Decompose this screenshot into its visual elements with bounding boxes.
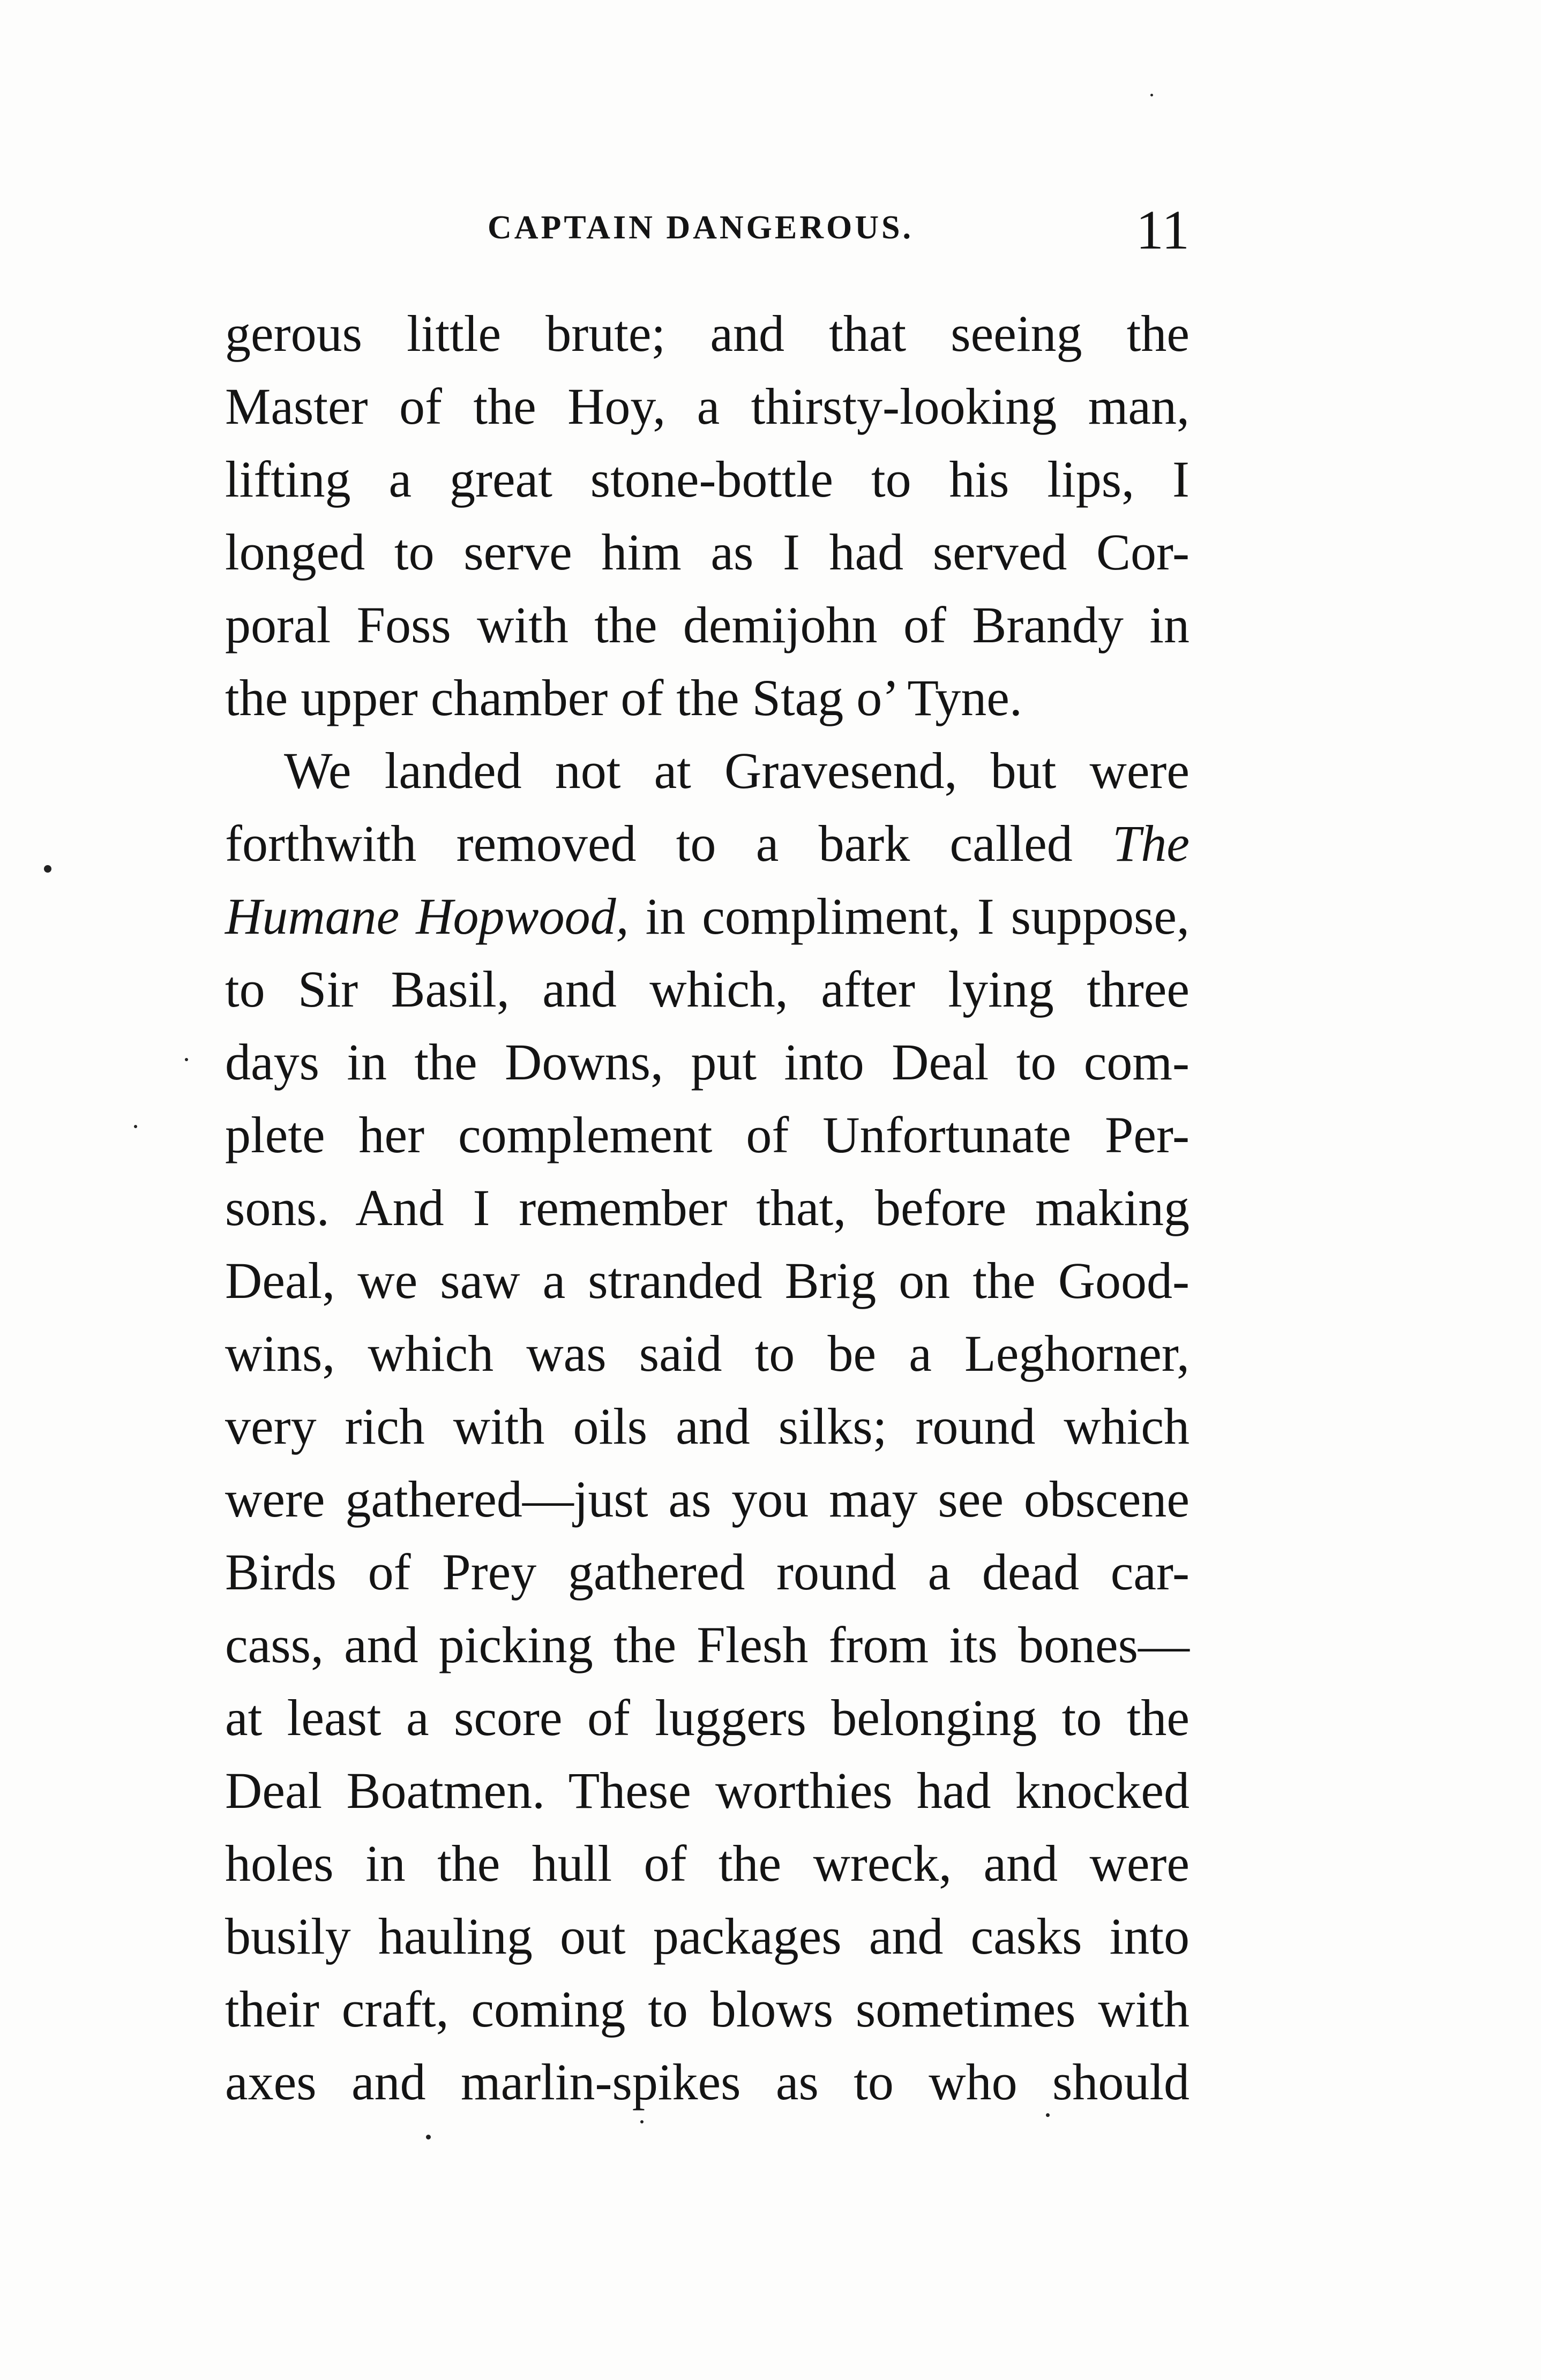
- text-line-segment: forthwith removed to a bark called: [225, 815, 1073, 872]
- text-line: to Sir Basil, and which, after lying three: [225, 960, 1190, 1018]
- text-line: Master of the Hoy, a thirsty-looking man,: [225, 378, 1190, 435]
- text-line: Deal Boatmen. These worthies had knocked: [225, 1762, 1190, 1819]
- text-line: gerous little brute; and that seeing the: [225, 305, 1190, 362]
- ink-speck: [185, 1058, 188, 1061]
- text-line: very rich with oils and silks; round which: [225, 1398, 1190, 1455]
- ink-speck: [44, 865, 51, 873]
- text-line-segment: in compliment, I suppose,: [645, 888, 1190, 945]
- text-line: longed to serve him as I had served Cor-: [225, 523, 1190, 581]
- text-line: holes in the hull of the wreck, and were: [225, 1835, 1190, 1892]
- running-title: CAPTAIN DANGEROUS.: [488, 209, 914, 246]
- running-head: [225, 198, 1190, 261]
- text-line: busily hauling out packages and casks into: [225, 1908, 1190, 1965]
- text-line: Birds of Prey gathered round a dead car-: [225, 1543, 1190, 1601]
- text-line: poral Foss with the demijohn of Brandy in: [225, 596, 1190, 654]
- text-line: plete her complement of Unfortunate Per-: [225, 1106, 1190, 1163]
- ship-name-italic: The: [1112, 815, 1190, 872]
- ink-speck: [640, 2120, 644, 2123]
- text-line: Deal, we saw a stranded Brig on the Good-: [225, 1252, 1190, 1309]
- ink-speck: [134, 1125, 137, 1128]
- ink-speck: [1046, 2113, 1050, 2117]
- ship-name-italic: Humane Hopwood,: [225, 888, 629, 945]
- text-line: [225, 807, 1190, 880]
- text-line: We landed not at Gravesend, but were: [284, 742, 1190, 799]
- text-line: the upper chamber of the Stag o’ Tyne.: [225, 669, 1022, 726]
- text-line: were gathered—just as you may see obscene: [225, 1470, 1190, 1528]
- text-line: their craft, coming to blows sometimes with: [225, 1980, 1190, 2038]
- text-line: sons. And I remember that, before making: [225, 1179, 1190, 1236]
- text-line: days in the Downs, put into Deal to com-: [225, 1033, 1190, 1091]
- text-line: axes and marlin-spikes as to who should: [225, 2053, 1190, 2111]
- body-text: [225, 297, 1190, 2119]
- text-line: lifting a great stone-bottle to his lips, I: [225, 451, 1190, 508]
- text-line: wins, which was said to be a Leghorner,: [225, 1325, 1190, 1382]
- ink-speck: [426, 2135, 431, 2139]
- page-number: 11: [1135, 199, 1190, 261]
- text-line: cass, and picking the Flesh from its bones—: [225, 1616, 1190, 1673]
- text-line: [225, 880, 1190, 953]
- text-line: at least a score of luggers belonging to the: [225, 1689, 1190, 1746]
- ink-speck: [1150, 94, 1153, 96]
